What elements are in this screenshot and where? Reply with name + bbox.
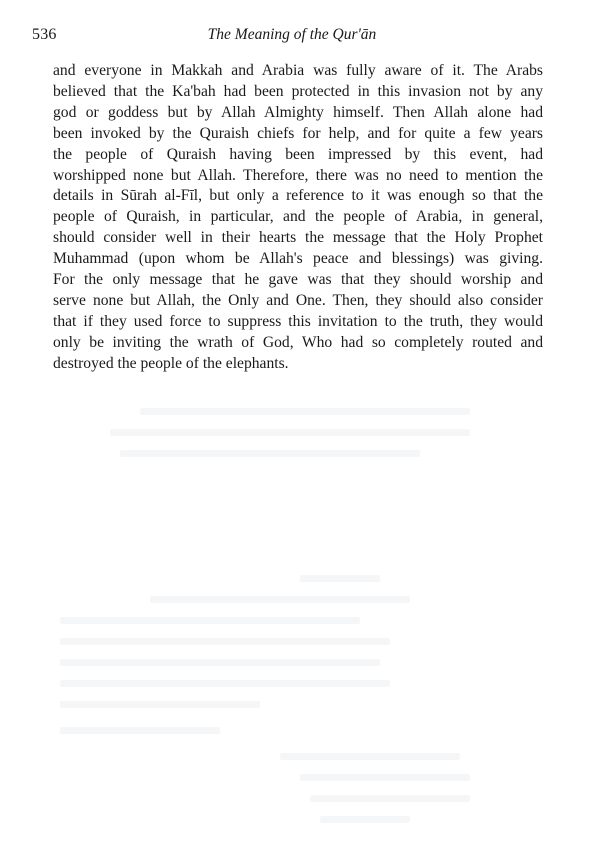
text-line: god or goddess but by Allah Almighty himself. Then Allah alone had	[53, 103, 543, 121]
text-line: serve none but Allah, the Only and One. Then, they should also consider	[53, 291, 543, 309]
page-number: 536	[32, 26, 57, 43]
text-line: should consider well in their hearts the message that the Holy Prophet	[53, 229, 543, 247]
text-line: For the only message that he gave was that they should worship and	[53, 271, 543, 289]
text-line: been invoked by the Quraish chiefs for help, and for quite a few years	[53, 124, 543, 142]
text-line: people of Quraish, in particular, and the people of Arabia, in general,	[53, 208, 543, 226]
text-line: that if they used force to suppress this invitation to the truth, they would	[53, 312, 543, 330]
text-line: worshipped none but Allah. Therefore, there was no need to mention the	[53, 166, 543, 184]
text-line-last: destroyed the people of the elephants.	[53, 354, 289, 372]
running-title: The Meaning of the Qur'ān	[207, 26, 377, 43]
body-paragraph	[53, 61, 543, 375]
text-line: believed that the Ka'bah had been protected in this invasion not by any	[53, 82, 543, 100]
text-line: details in Sūrah al-Fīl, but only a reference to it was enough so that the	[53, 187, 543, 205]
text-line: and everyone in Makkah and Arabia was fully aware of it. The Arabs	[53, 62, 543, 79]
text-line: only be inviting the wrath of God, Who had so completely routed and	[53, 333, 543, 351]
text-line: Muhammad (upon whom be Allah's peace and blessings) was giving.	[53, 250, 543, 268]
text-line: the people of Quraish having been impressed by this event, had	[53, 145, 543, 163]
page-header	[32, 26, 552, 48]
